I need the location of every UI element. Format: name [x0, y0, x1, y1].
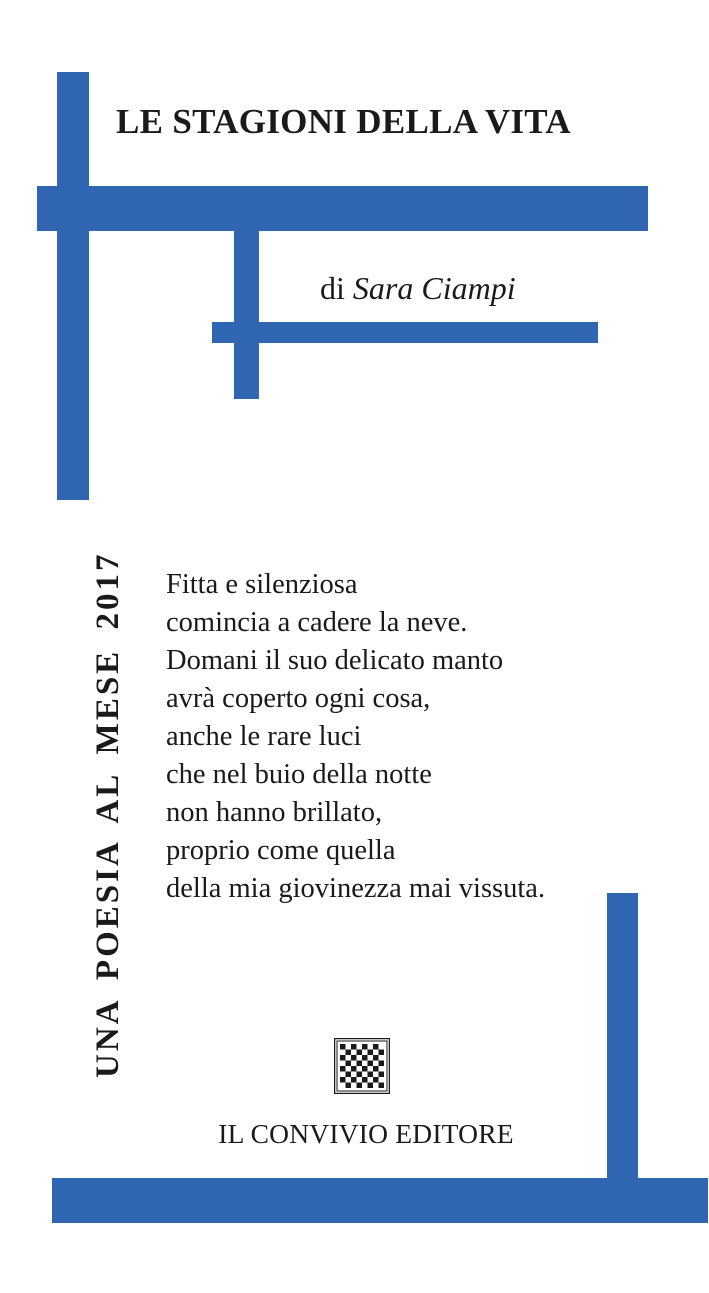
series-title: UNA POESIA AL MESE 2017 [90, 551, 126, 1078]
poem-line: avrà coperto ogni cosa, [166, 683, 431, 714]
author-prefix: di [320, 270, 345, 306]
publisher-name: IL CONVIVIO EDITORE [218, 1118, 514, 1149]
poem-line: anche le rare luci [166, 721, 362, 752]
poem-line: comincia a cadere la neve. [166, 607, 468, 638]
author-line [320, 272, 516, 304]
poem [166, 566, 545, 908]
poem-line: proprio come quella [166, 835, 396, 866]
inner-vertical-bar [234, 231, 259, 399]
poem-line: che nel buio della notte [166, 759, 432, 790]
inner-horizontal-bar [212, 322, 598, 343]
poem-line: Domani il suo delicato manto [166, 645, 504, 676]
top-horizontal-bar [37, 186, 648, 231]
poem-line: Fitta e silenziosa [166, 569, 358, 600]
poem-line: non hanno brillato, [166, 797, 383, 828]
poem-line: della mia giovinezza mai vissuta. [166, 873, 546, 904]
author-name: Sara Ciampi [352, 270, 516, 306]
checkerboard-logo-icon [334, 1038, 390, 1094]
bottom-horizontal-bar [52, 1178, 708, 1223]
left-vertical-bar [57, 72, 89, 500]
book-title: LE STAGIONI DELLA VITA [116, 102, 571, 141]
